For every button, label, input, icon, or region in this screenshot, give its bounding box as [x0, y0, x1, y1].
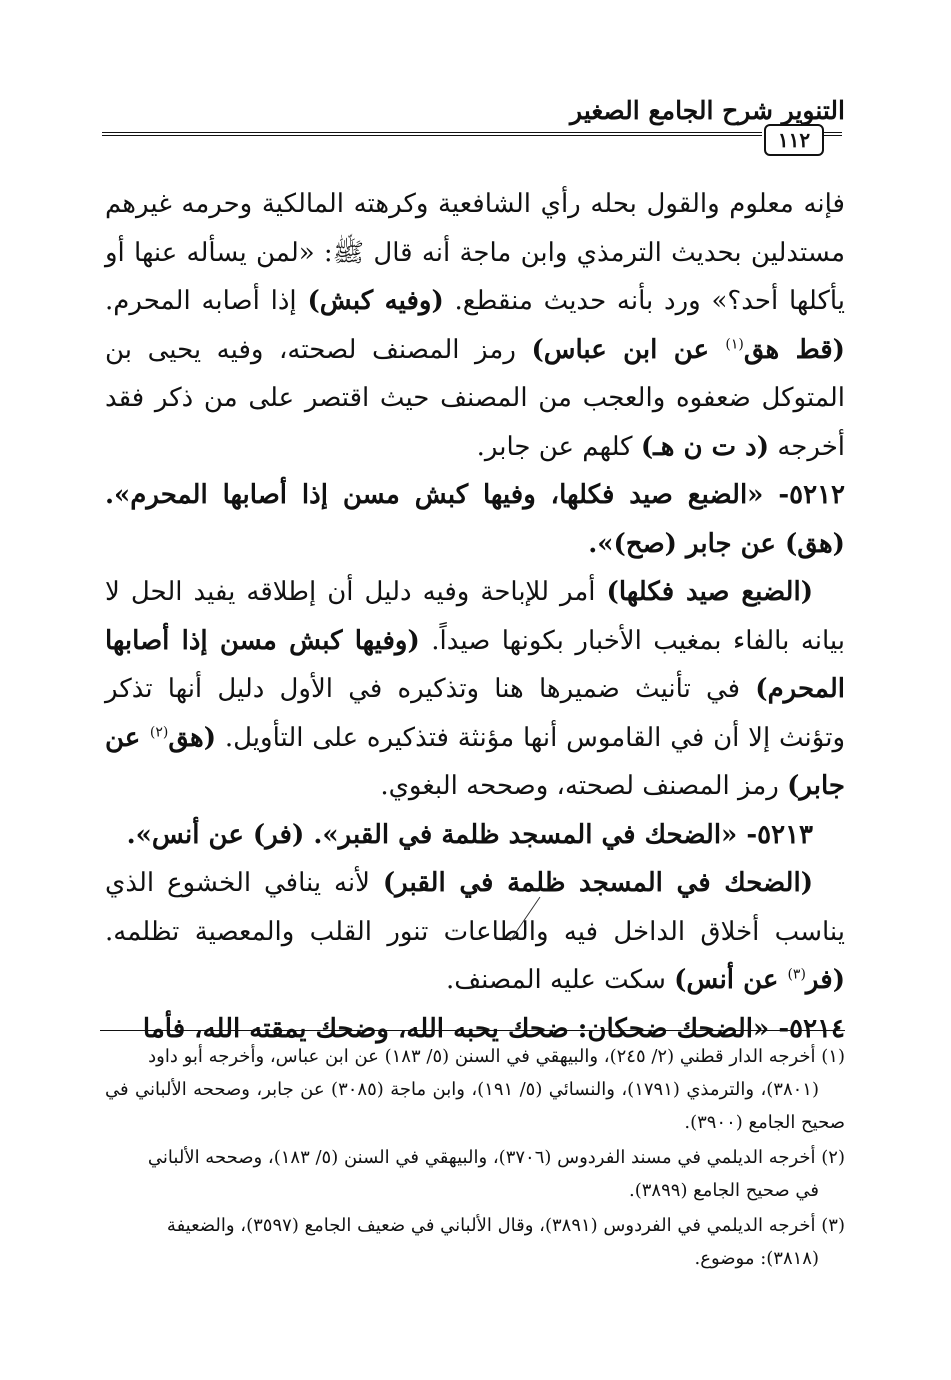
main-text	[105, 180, 845, 1053]
footnote-1	[105, 1040, 845, 1139]
bold-run: (هق	[168, 722, 217, 753]
bold-run: عن ابن عباس)	[531, 334, 726, 365]
bold-run: (وفيه كبش)	[307, 286, 444, 316]
bold-run: عن أنس)	[674, 965, 788, 995]
page-number: ١١٢	[764, 124, 824, 156]
paragraph-commentary-5213	[105, 859, 845, 1005]
bold-run: (الضحك في المسجد ظلمة في القبر)	[382, 868, 813, 898]
text-run: رمز المصنف لصحته، وصححه البغوي.	[380, 771, 788, 801]
footnote-2	[105, 1141, 845, 1207]
text-run: لأنه ينافي الخشوع الذي يناسب أخلاق الداخل فيه والطاعات تنور القلب والمعصية تظلمه.	[105, 868, 845, 947]
bold-run: (وفيها كبش مسن إذا أصابها المحرم)	[105, 625, 845, 704]
footnote-ref-1: (١)	[725, 335, 744, 352]
bold-run: (د ت ن هـ)	[640, 431, 770, 462]
paragraph-commentary-5212	[105, 568, 845, 811]
header-rule	[102, 132, 762, 136]
text-run: رمز المصنف لصحته، وفيه يحيى بن المتوكل ضعفوه والعجب من المصنف حيث اقتصر على من ذكر فقد أخرجه	[105, 334, 845, 462]
footnote-3-line: (٣) أخرجه الديلمي في الفردوس (٣٨٩١)، وقال الألباني في ضعيف الجامع (٣٥٩٧)، والضعيفة	[166, 1215, 845, 1236]
header-rule-right	[824, 132, 842, 136]
text-run: أمر للإباحة وفيه دليل أن إطلاقه يفيد الحل لا بيانه بالفاء بمغيب الأخبار بكونها صيداً.	[105, 577, 845, 656]
text-run: في تأنيث ضميرها هنا وتذكيره في الأول دليل أنها تذكر وتؤنث إلا أن في القاموس أنها مؤنثة فتذكيره على التأويل.	[105, 674, 846, 753]
footnote-1-line: (١) أخرجه الدار قطني (٢/ ٢٤٥)، والبيهقي في السنن (٥/ ١٨٣) عن ابن عباس، وأخرجه أبو داود	[148, 1046, 845, 1067]
footnote-ref-3: (٣)	[787, 966, 806, 983]
footnote-2-continued: في صحيح الجامع (٣٨٩٩).	[629, 1180, 819, 1201]
footnote-1-continued: (٣٨٠١)، والترمذي (١٧٩١)، والنسائي (٥/ ١٩١)، وابن ماجة (٣٠٨٥) عن جابر، وصححه الألباني في صحيح الجامع (٣٩٠٠).	[105, 1079, 845, 1133]
bold-run: عن جابر)	[105, 722, 845, 801]
footnotes	[105, 1040, 845, 1277]
pen-stroke-mark	[506, 895, 546, 945]
text-run: كلهم عن جابر.	[476, 431, 641, 462]
hadith-5212: ٥٢١٢- «الضبع صيد فكلها، وفيها كبش مسن إذا أصابها المحرم». (هق) عن جابر (صح)».	[105, 480, 845, 559]
text-run: فإنه معلوم والقول بحله رأي الشافعية وكرهته المالكية وحرمه غيرهم مستدلين بحديث الترمذي وابن ماجة أنه قال ﷺ: «لمن يسأله عنها أو يأكلها أحد؟» ورد بأنه حديث منقطع.	[105, 189, 845, 316]
bold-run: (قط هق	[743, 334, 845, 365]
hadith-5213: ٥٢١٣- «الضحك في المسجد ظلمة في القبر». (فر) عن أنس».	[126, 819, 813, 850]
footnote-2-line: (٢) أخرجه الديلمي في مسند الفردوس (٣٧٠٦)، والبيهقي في السنن (٥/ ١٨٣)، وصححه الألباني	[147, 1147, 845, 1168]
footnote-3	[105, 1209, 845, 1275]
bold-run: (الضبع صيد فكلها)	[606, 577, 813, 607]
text-run: سكت عليه المصنف.	[446, 965, 675, 995]
text-run: إذا أصابه المحرم.	[105, 286, 308, 316]
footnote-rule	[100, 1030, 845, 1031]
running-title: التنوير شرح الجامع الصغير	[570, 96, 845, 125]
bold-run: (فر	[805, 965, 845, 995]
footnote-ref-2: (٢)	[149, 723, 169, 740]
hadith-5214: ٥٢١٤- «الضحك ضحكان: ضحك يحبه الله، وضحك يمقته الله، فأما	[142, 1013, 845, 1044]
paragraph-commentary-5211	[105, 180, 845, 471]
footnote-3-continued: (٣٨١٨): موضوع.	[694, 1248, 819, 1269]
